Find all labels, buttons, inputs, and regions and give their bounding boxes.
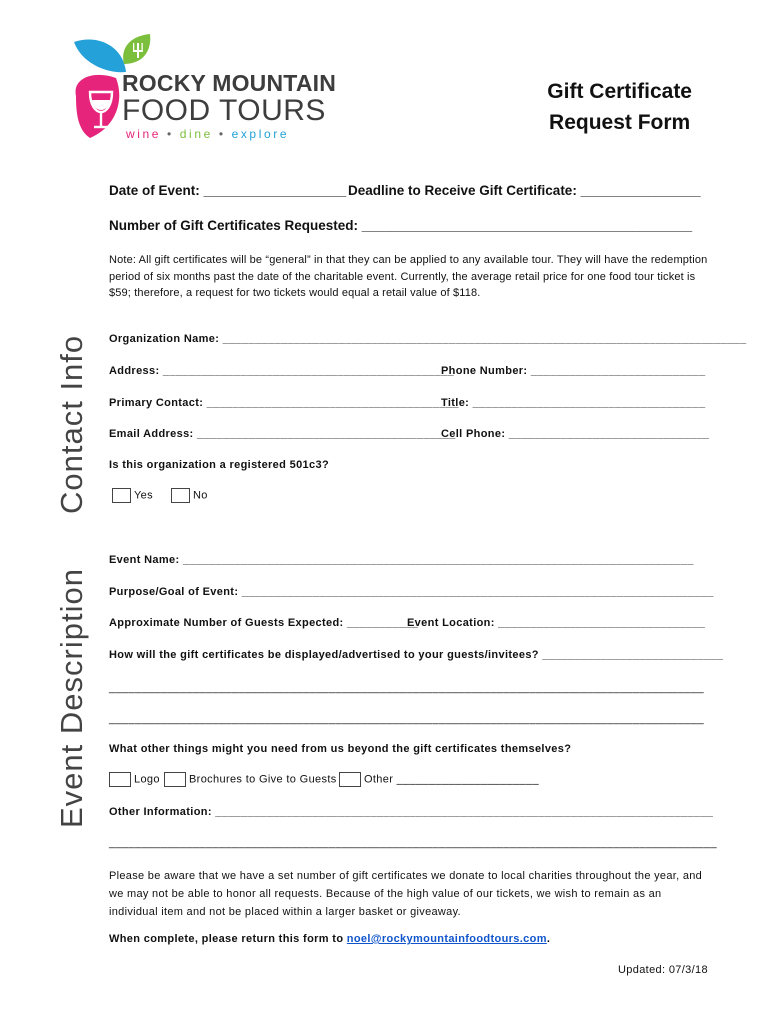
display-method-line-3[interactable]: ____________________________________________________________________________________________ [109,713,705,725]
other-needs-question: What other things might you need from us beyond the gift certificates themselves? [109,743,572,755]
question-501c3: Is this organization a registered 501c3? [109,459,330,471]
form-title-line2: Request Form [549,111,691,134]
event-location-field[interactable]: Event Location: ________________________________ [407,617,706,629]
checkbox-logo-option[interactable] [109,772,160,787]
tagline-explore: explore [231,127,290,141]
date-of-event-field[interactable]: Date of Event: ___________________ [109,183,347,198]
form-title [547,76,692,138]
updated-date: Updated: 07/3/18 [617,964,708,976]
checkbox-logo-label: Logo [134,773,160,786]
checkbox-yes-label: Yes [134,489,153,502]
other-information-line-2[interactable]: ______________________________________________________________________________________________ [109,837,717,849]
form-title-line1: Gift Certificate [547,80,692,103]
address-field[interactable]: Address: _____________________________________________ [109,365,454,377]
checkbox-no-label: No [193,489,208,502]
checkbox-brochures[interactable] [164,772,186,787]
logo-blue-leaf [74,40,126,73]
checkbox-brochures-option[interactable] [164,772,337,787]
guests-expected-field[interactable]: Approximate Number of Guests Expected: ___________ [109,617,419,629]
brand-tagline [126,127,289,141]
tagline-dine: dine [179,127,213,141]
tagline-wine: wine [126,127,162,141]
email-address-field[interactable]: Email Address: ________________________________________ [109,428,456,440]
checkbox-yes-option[interactable] [112,488,153,503]
return-prefix: When complete, please return this form to [109,933,347,945]
phone-number-field[interactable]: Phone Number: ___________________________ [441,365,706,377]
checkbox-logo[interactable] [109,772,131,787]
display-method-line-2[interactable]: ____________________________________________________________________________________________ [109,682,705,694]
checkbox-other-label: Other ______________________ [364,773,539,786]
checkbox-yes[interactable] [112,488,131,503]
cell-phone-field[interactable]: Cell Phone: _______________________________ [441,428,710,440]
return-suffix: . [546,933,551,945]
tagline-sep: • [167,127,174,141]
brand-name-line1: ROCKY MOUNTAIN [122,70,337,96]
tagline-sep: • [218,127,226,141]
checkbox-no[interactable] [171,488,190,503]
checkbox-other-option[interactable] [339,772,539,787]
note-text: Note: All gift certificates will be “general” in that they can be applied to any available tour. They will have the redemption period of six months past the date of the charitable event. Currently, the average retail price for one food tour ticket is $59; therefore, a request for two tickets would equal a retail value of $118. [109,254,708,299]
organization-name-field[interactable]: Organization Name: _________________________________________________________________________________ [109,333,747,345]
checkbox-brochures-label: Brochures to Give to Guests [189,773,337,786]
number-requested-field[interactable]: Number of Gift Certificates Requested: ____________________________________________ [109,218,693,233]
display-method-field[interactable]: How will the gift certificates be displayed/advertised to your guests/invitees? ____________________________ [109,649,724,661]
brand-name-line2: FOOD TOURS [122,94,326,127]
event-name-field[interactable]: Event Name: _______________________________________________________________________________ [109,554,694,566]
return-email-link[interactable]: noel@rockymountainfoodtours.com [346,933,547,945]
primary-contact-field[interactable]: Primary Contact: _______________________________________ [109,397,459,409]
deadline-field[interactable]: Deadline to Receive Gift Certificate: ________________ [348,183,701,198]
disclaimer-paragraph: Please be aware that we have a set number of gift certificates we donate to local charities throughout the year, and we may not be able to honor all requests. Because of the high value of our tickets, we wish to remain as an individual item and not be placed within a larger basket or giveaway. [109,870,703,918]
checkbox-no-option[interactable] [171,488,208,503]
section-label-contact-info: Contact Info [54,334,89,514]
return-instructions [109,933,550,945]
section-label-event-description: Event Description [54,568,89,828]
event-purpose-field[interactable]: Purpose/Goal of Event: _________________________________________________________________________ [109,586,714,598]
other-information-field[interactable]: Other Information: _____________________________________________________________________________ [109,806,714,818]
contact-title-field[interactable]: Title: ____________________________________ [441,397,706,409]
logo-green-leaf [123,34,150,64]
checkbox-other[interactable] [339,772,361,787]
